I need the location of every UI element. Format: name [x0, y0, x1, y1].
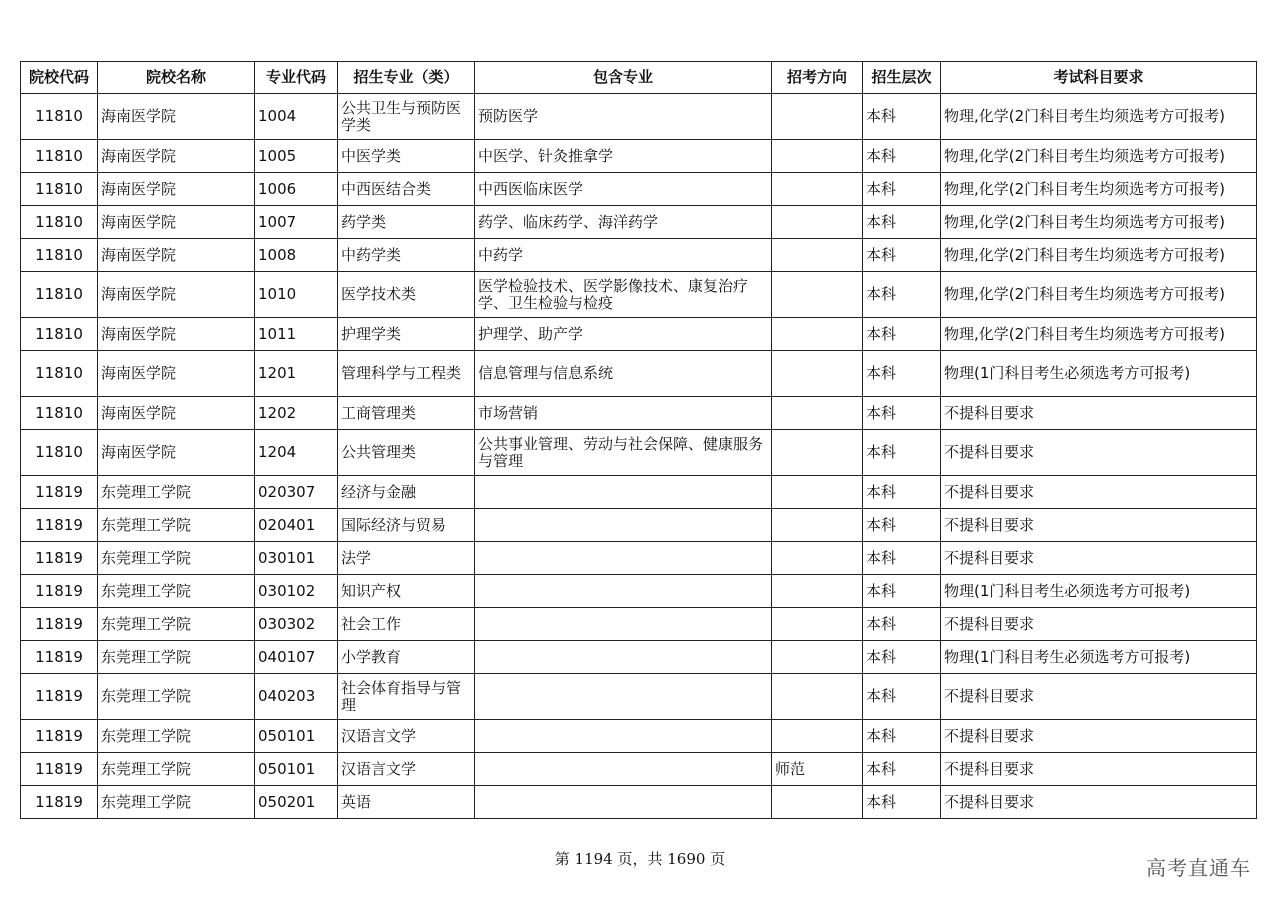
table-row [21, 173, 1257, 206]
direction-cell: 师范 [772, 753, 863, 786]
included-majors-cell: 护理学、助产学 [475, 318, 772, 351]
major-code-cell: 1007 [255, 206, 338, 239]
school-code-cell: 11810 [21, 173, 98, 206]
level-cell: 本科 [863, 140, 941, 173]
direction-cell [772, 272, 863, 318]
header-school-name: 院校名称 [98, 62, 255, 94]
direction-cell [772, 641, 863, 674]
school-code-cell: 11819 [21, 509, 98, 542]
table-row [21, 272, 1257, 318]
school-name-cell: 东莞理工学院 [98, 575, 255, 608]
level-cell: 本科 [863, 239, 941, 272]
major-category-cell: 公共卫生与预防医学类 [338, 94, 475, 140]
major-category-cell: 社会体育指导与管理 [338, 674, 475, 720]
included-majors-cell: 药学、临床药学、海洋药学 [475, 206, 772, 239]
header-level: 招生层次 [863, 62, 941, 94]
level-cell: 本科 [863, 509, 941, 542]
major-code-cell: 050101 [255, 753, 338, 786]
major-code-cell: 1202 [255, 397, 338, 430]
table-row [21, 318, 1257, 351]
subject-requirement-cell: 不提科目要求 [941, 509, 1257, 542]
included-majors-cell: 预防医学 [475, 94, 772, 140]
school-code-cell: 11810 [21, 94, 98, 140]
major-code-cell: 1005 [255, 140, 338, 173]
table-row [21, 674, 1257, 720]
major-category-cell: 公共管理类 [338, 430, 475, 476]
school-name-cell: 海南医学院 [98, 239, 255, 272]
school-code-cell: 11819 [21, 542, 98, 575]
subject-requirement-cell: 物理,化学(2门科目考生均须选考方可报考) [941, 318, 1257, 351]
header-school-code: 院校代码 [21, 62, 98, 94]
table-row [21, 476, 1257, 509]
direction-cell [772, 140, 863, 173]
major-category-cell: 药学类 [338, 206, 475, 239]
level-cell: 本科 [863, 351, 941, 397]
included-majors-cell [475, 641, 772, 674]
major-code-cell: 050201 [255, 786, 338, 819]
major-code-cell: 1011 [255, 318, 338, 351]
school-name-cell: 东莞理工学院 [98, 720, 255, 753]
level-cell: 本科 [863, 786, 941, 819]
level-cell: 本科 [863, 397, 941, 430]
level-cell: 本科 [863, 206, 941, 239]
included-majors-cell [475, 753, 772, 786]
level-cell: 本科 [863, 430, 941, 476]
major-category-cell: 知识产权 [338, 575, 475, 608]
direction-cell [772, 239, 863, 272]
major-code-cell: 040203 [255, 674, 338, 720]
major-category-cell: 医学技术类 [338, 272, 475, 318]
direction-cell [772, 608, 863, 641]
table-row [21, 753, 1257, 786]
major-code-cell: 030302 [255, 608, 338, 641]
direction-cell [772, 173, 863, 206]
level-cell: 本科 [863, 272, 941, 318]
major-category-cell: 英语 [338, 786, 475, 819]
school-name-cell: 海南医学院 [98, 140, 255, 173]
major-code-cell: 020307 [255, 476, 338, 509]
major-category-cell: 管理科学与工程类 [338, 351, 475, 397]
level-cell: 本科 [863, 753, 941, 786]
subject-requirement-cell: 不提科目要求 [941, 608, 1257, 641]
subject-requirement-cell: 不提科目要求 [941, 674, 1257, 720]
major-category-cell: 法学 [338, 542, 475, 575]
table-row [21, 239, 1257, 272]
level-cell: 本科 [863, 674, 941, 720]
school-code-cell: 11819 [21, 641, 98, 674]
school-name-cell: 海南医学院 [98, 318, 255, 351]
major-code-cell: 1201 [255, 351, 338, 397]
subject-requirement-cell: 物理,化学(2门科目考生均须选考方可报考) [941, 140, 1257, 173]
major-category-cell: 小学教育 [338, 641, 475, 674]
school-code-cell: 11819 [21, 753, 98, 786]
table-row [21, 397, 1257, 430]
header-included-majors: 包含专业 [475, 62, 772, 94]
school-name-cell: 东莞理工学院 [98, 476, 255, 509]
school-code-cell: 11819 [21, 674, 98, 720]
major-code-cell: 030102 [255, 575, 338, 608]
school-code-cell: 11810 [21, 430, 98, 476]
included-majors-cell: 市场营销 [475, 397, 772, 430]
school-code-cell: 11810 [21, 239, 98, 272]
included-majors-cell: 医学检验技术、医学影像技术、康复治疗学、卫生检验与检疫 [475, 272, 772, 318]
direction-cell [772, 542, 863, 575]
table-row [21, 206, 1257, 239]
school-name-cell: 东莞理工学院 [98, 608, 255, 641]
table-row [21, 140, 1257, 173]
table-row [21, 509, 1257, 542]
school-code-cell: 11819 [21, 720, 98, 753]
school-code-cell: 11819 [21, 476, 98, 509]
direction-cell [772, 430, 863, 476]
header-direction: 招考方向 [772, 62, 863, 94]
major-code-cell: 1004 [255, 94, 338, 140]
table-row [21, 641, 1257, 674]
school-name-cell: 东莞理工学院 [98, 674, 255, 720]
subject-requirement-cell: 物理(1门科目考生必须选考方可报考) [941, 351, 1257, 397]
included-majors-cell: 公共事业管理、劳动与社会保障、健康服务与管理 [475, 430, 772, 476]
direction-cell [772, 674, 863, 720]
major-code-cell: 1204 [255, 430, 338, 476]
included-majors-cell: 信息管理与信息系统 [475, 351, 772, 397]
subject-requirement-cell: 物理,化学(2门科目考生均须选考方可报考) [941, 239, 1257, 272]
major-code-cell: 030101 [255, 542, 338, 575]
included-majors-cell: 中药学 [475, 239, 772, 272]
subject-requirement-cell: 不提科目要求 [941, 476, 1257, 509]
school-code-cell: 11810 [21, 397, 98, 430]
major-category-cell: 工商管理类 [338, 397, 475, 430]
school-code-cell: 11810 [21, 272, 98, 318]
subject-requirement-cell: 物理,化学(2门科目考生均须选考方可报考) [941, 94, 1257, 140]
major-category-cell: 中药学类 [338, 239, 475, 272]
direction-cell [772, 94, 863, 140]
direction-cell [772, 318, 863, 351]
major-category-cell: 社会工作 [338, 608, 475, 641]
school-name-cell: 东莞理工学院 [98, 641, 255, 674]
school-name-cell: 海南医学院 [98, 206, 255, 239]
direction-cell [772, 351, 863, 397]
major-category-cell: 经济与金融 [338, 476, 475, 509]
subject-requirement-cell: 物理(1门科目考生必须选考方可报考) [941, 641, 1257, 674]
direction-cell [772, 509, 863, 542]
subject-requirement-cell: 不提科目要求 [941, 753, 1257, 786]
included-majors-cell [475, 608, 772, 641]
school-name-cell: 东莞理工学院 [98, 509, 255, 542]
included-majors-cell [475, 476, 772, 509]
included-majors-cell: 中医学、针灸推拿学 [475, 140, 772, 173]
enrollment-table [20, 61, 1257, 819]
subject-requirement-cell: 物理,化学(2门科目考生均须选考方可报考) [941, 272, 1257, 318]
major-category-cell: 国际经济与贸易 [338, 509, 475, 542]
level-cell: 本科 [863, 575, 941, 608]
school-code-cell: 11819 [21, 608, 98, 641]
included-majors-cell [475, 575, 772, 608]
table-header-row [21, 62, 1257, 94]
school-code-cell: 11819 [21, 575, 98, 608]
table-row [21, 786, 1257, 819]
major-code-cell: 1008 [255, 239, 338, 272]
school-name-cell: 东莞理工学院 [98, 753, 255, 786]
level-cell: 本科 [863, 476, 941, 509]
level-cell: 本科 [863, 94, 941, 140]
direction-cell [772, 206, 863, 239]
table-row [21, 575, 1257, 608]
level-cell: 本科 [863, 542, 941, 575]
level-cell: 本科 [863, 173, 941, 206]
major-code-cell: 1006 [255, 173, 338, 206]
level-cell: 本科 [863, 608, 941, 641]
included-majors-cell [475, 720, 772, 753]
included-majors-cell [475, 786, 772, 819]
major-category-cell: 汉语言文学 [338, 753, 475, 786]
table-row [21, 430, 1257, 476]
table-row [21, 351, 1257, 397]
included-majors-cell [475, 674, 772, 720]
direction-cell [772, 720, 863, 753]
school-code-cell: 11810 [21, 318, 98, 351]
subject-requirement-cell: 不提科目要求 [941, 786, 1257, 819]
major-category-cell: 汉语言文学 [338, 720, 475, 753]
level-cell: 本科 [863, 720, 941, 753]
major-code-cell: 040107 [255, 641, 338, 674]
watermark-logo: 高考直通车 [1146, 856, 1251, 880]
major-code-cell: 1010 [255, 272, 338, 318]
school-name-cell: 东莞理工学院 [98, 786, 255, 819]
subject-requirement-cell: 物理,化学(2门科目考生均须选考方可报考) [941, 173, 1257, 206]
level-cell: 本科 [863, 318, 941, 351]
school-code-cell: 11810 [21, 140, 98, 173]
direction-cell [772, 575, 863, 608]
level-cell: 本科 [863, 641, 941, 674]
included-majors-cell [475, 509, 772, 542]
table-row [21, 94, 1257, 140]
direction-cell [772, 397, 863, 430]
subject-requirement-cell: 不提科目要求 [941, 397, 1257, 430]
table-row [21, 608, 1257, 641]
direction-cell [772, 476, 863, 509]
school-name-cell: 海南医学院 [98, 397, 255, 430]
major-category-cell: 中西医结合类 [338, 173, 475, 206]
table-row [21, 720, 1257, 753]
direction-cell [772, 786, 863, 819]
school-name-cell: 海南医学院 [98, 351, 255, 397]
page-number: 第 1194 页，共 1690 页 [554, 850, 726, 868]
school-name-cell: 东莞理工学院 [98, 542, 255, 575]
included-majors-cell: 中西医临床医学 [475, 173, 772, 206]
subject-requirement-cell: 物理(1门科目考生必须选考方可报考) [941, 575, 1257, 608]
school-code-cell: 11819 [21, 786, 98, 819]
major-code-cell: 020401 [255, 509, 338, 542]
included-majors-cell [475, 542, 772, 575]
school-code-cell: 11810 [21, 351, 98, 397]
subject-requirement-cell: 不提科目要求 [941, 542, 1257, 575]
school-name-cell: 海南医学院 [98, 94, 255, 140]
major-code-cell: 050101 [255, 720, 338, 753]
major-category-cell: 中医学类 [338, 140, 475, 173]
subject-requirement-cell: 物理,化学(2门科目考生均须选考方可报考) [941, 206, 1257, 239]
table-row [21, 542, 1257, 575]
subject-requirement-cell: 不提科目要求 [941, 430, 1257, 476]
header-major-category: 招生专业（类） [338, 62, 475, 94]
school-code-cell: 11810 [21, 206, 98, 239]
major-category-cell: 护理学类 [338, 318, 475, 351]
school-name-cell: 海南医学院 [98, 430, 255, 476]
subject-requirement-cell: 不提科目要求 [941, 720, 1257, 753]
school-name-cell: 海南医学院 [98, 272, 255, 318]
school-name-cell: 海南医学院 [98, 173, 255, 206]
header-subject-requirement: 考试科目要求 [941, 62, 1257, 94]
header-major-code: 专业代码 [255, 62, 338, 94]
